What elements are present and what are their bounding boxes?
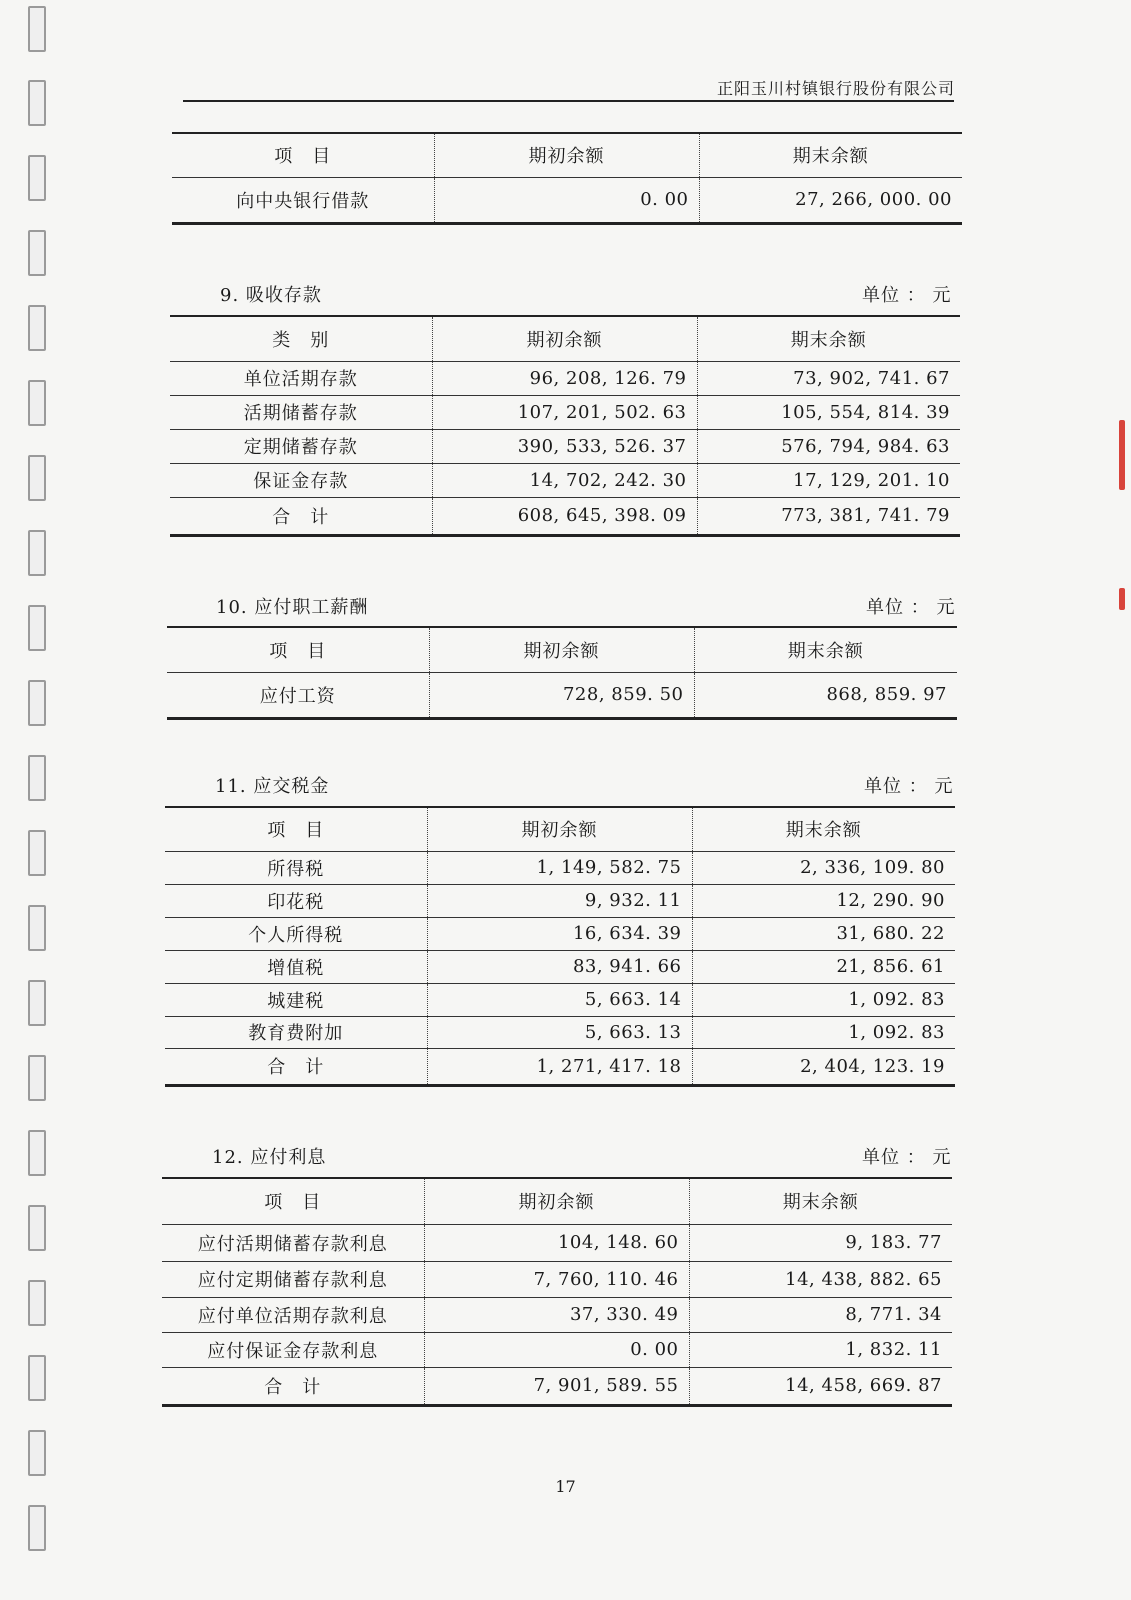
section-title-payroll: 10. 应付职工薪酬 (216, 597, 369, 618)
column-header-closing: 期末余额 (699, 133, 962, 177)
red-stamp-edge (1119, 420, 1125, 490)
unit-label: 单位 ： 元 (862, 1147, 952, 1168)
borrowings-table (172, 132, 962, 225)
unit-label: 单位 ： 元 (866, 597, 956, 618)
interest-table (162, 1177, 952, 1407)
column-header-item: 项 目 (167, 627, 429, 672)
payroll-table (167, 626, 957, 720)
column-header-item: 项 目 (172, 133, 434, 177)
column-header-opening: 期初余额 (432, 316, 697, 361)
table-row: 城建税 5, 663. 14 1, 092. 83 (165, 983, 955, 1016)
table-row-total: 合 计 7, 901, 589. 55 14, 458, 669. 87 (162, 1367, 952, 1405)
header-rule (183, 100, 954, 102)
section-title-interest: 12. 应付利息 (212, 1147, 327, 1168)
table-row: 个人所得税 16, 634. 39 31, 680. 22 (165, 917, 955, 950)
binding-holes (0, 0, 60, 1600)
table-row: 定期储蓄存款 390, 533, 526. 37 576, 794, 984. 63 (170, 429, 960, 463)
table-row: 应付活期储蓄存款利息 104, 148. 60 9, 183. 77 (162, 1224, 952, 1261)
unit-label: 单位 ： 元 (864, 776, 954, 797)
column-header-item: 项 目 (162, 1178, 424, 1224)
table-row: 向中央银行借款 0. 00 27, 266, 000. 00 (172, 177, 962, 223)
table-row: 增值税 83, 941. 66 21, 856. 61 (165, 950, 955, 983)
column-header-closing: 期末余额 (689, 1178, 952, 1224)
column-header-closing: 期末余额 (697, 316, 960, 361)
column-header-closing: 期末余额 (692, 807, 955, 851)
table-row: 应付保证金存款利息 0. 00 1, 832. 11 (162, 1332, 952, 1367)
table-row: 印花税 9, 932. 11 12, 290. 90 (165, 884, 955, 917)
table-row: 单位活期存款 96, 208, 126. 79 73, 902, 741. 67 (170, 361, 960, 395)
taxes-table (165, 806, 955, 1087)
column-header-closing: 期末余额 (694, 627, 957, 672)
column-header-opening: 期初余额 (424, 1178, 689, 1224)
deposits-table (170, 315, 960, 537)
organization-name: 正阳玉川村镇银行股份有限公司 (716, 79, 955, 98)
column-header-opening: 期初余额 (429, 627, 694, 672)
table-row: 应付工资 728, 859. 50 868, 859. 97 (167, 672, 957, 718)
table-row: 保证金存款 14, 702, 242. 30 17, 129, 201. 10 (170, 463, 960, 497)
table-row: 活期储蓄存款 107, 201, 502. 63 105, 554, 814. 39 (170, 395, 960, 429)
table-row-total: 合 计 608, 645, 398. 09 773, 381, 741. 79 (170, 497, 960, 535)
column-header-item: 项 目 (165, 807, 427, 851)
table-row: 应付单位活期存款利息 37, 330. 49 8, 771. 34 (162, 1297, 952, 1332)
column-header-category: 类 别 (170, 316, 432, 361)
section-title-taxes: 11. 应交税金 (215, 776, 330, 797)
section-title-deposits: 9. 吸收存款 (220, 285, 322, 306)
unit-label: 单位 ： 元 (862, 285, 952, 306)
table-row: 应付定期储蓄存款利息 7, 760, 110. 46 14, 438, 882. 65 (162, 1261, 952, 1297)
red-stamp-edge (1119, 588, 1125, 610)
table-row: 所得税 1, 149, 582. 75 2, 336, 109. 80 (165, 851, 955, 884)
column-header-opening: 期初余额 (434, 133, 699, 177)
table-row: 教育费附加 5, 663. 13 1, 092. 83 (165, 1016, 955, 1048)
page-number: 17 (555, 1477, 576, 1496)
table-row-total: 合 计 1, 271, 417. 18 2, 404, 123. 19 (165, 1048, 955, 1085)
column-header-opening: 期初余额 (427, 807, 692, 851)
